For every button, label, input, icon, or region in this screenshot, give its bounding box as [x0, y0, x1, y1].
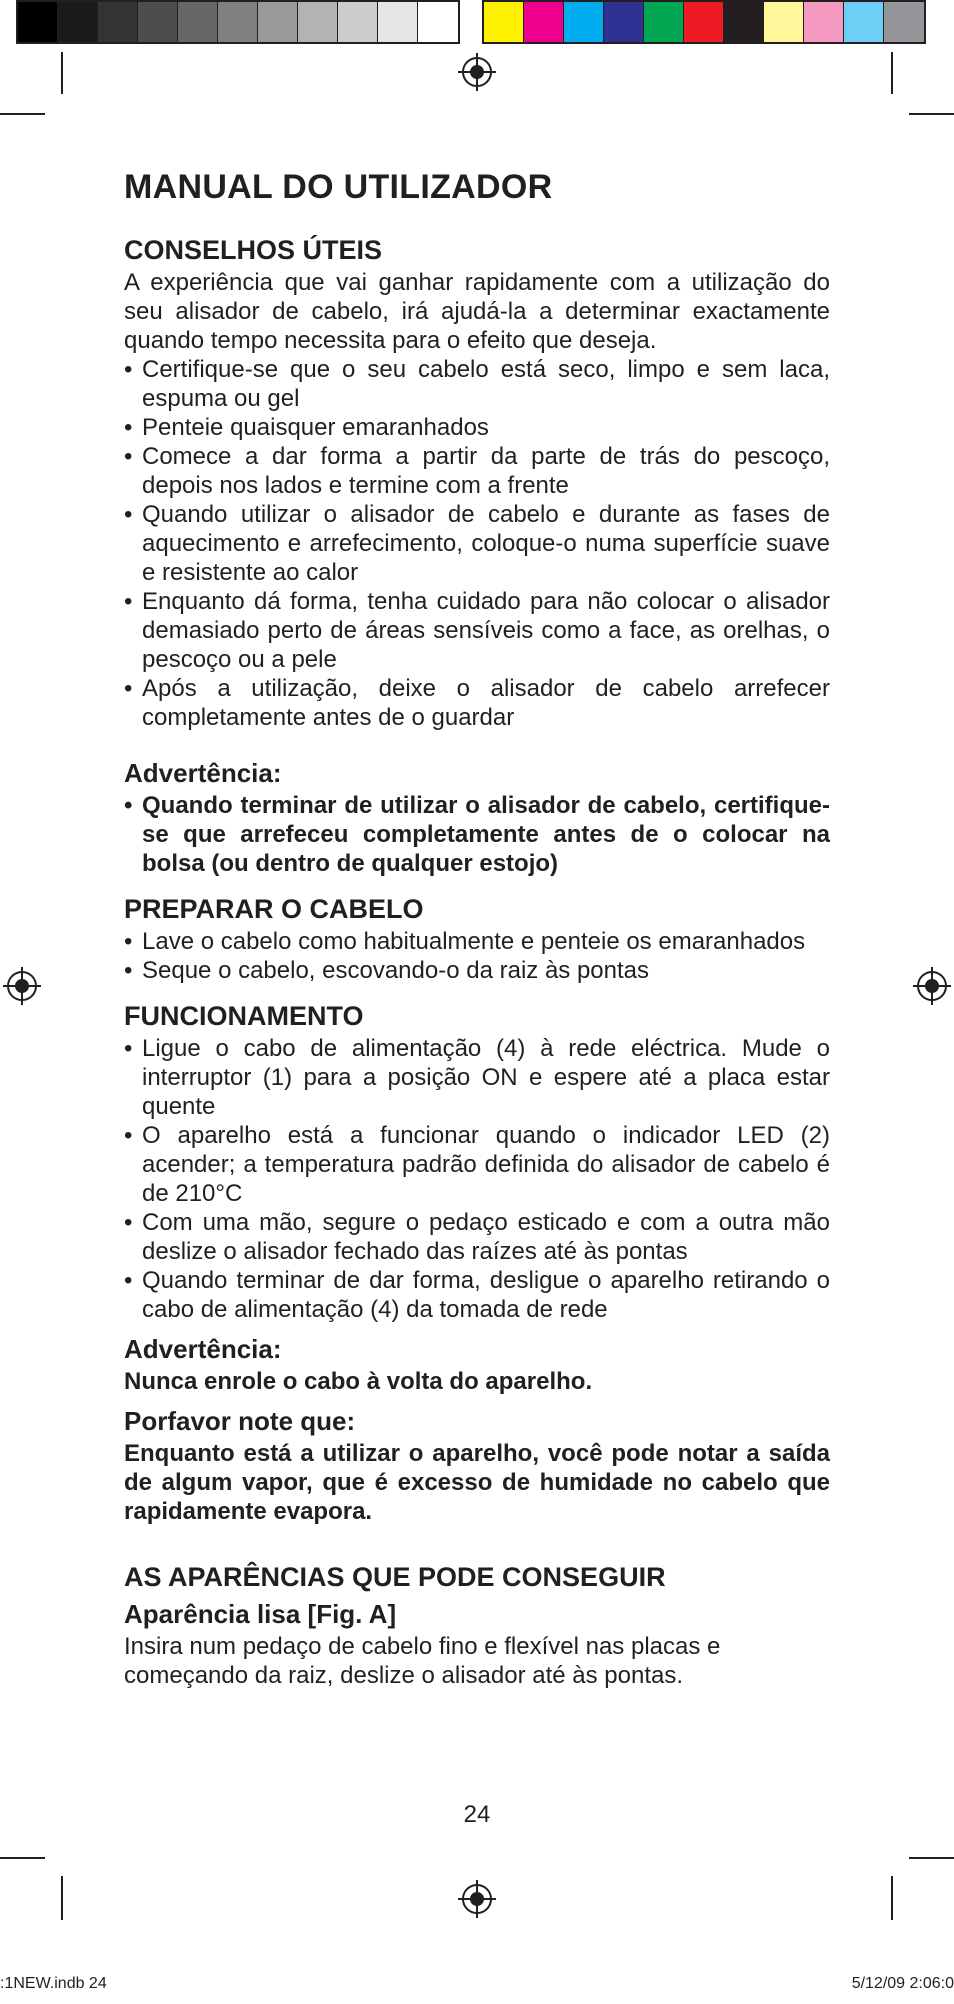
section-heading: PREPARAR O CABELO — [124, 894, 424, 924]
section-useful-tips — [124, 235, 830, 732]
color-swatch — [18, 2, 58, 42]
section-operation — [124, 1001, 830, 1324]
color-swatch — [524, 2, 564, 42]
prepare-list — [124, 927, 830, 985]
subsection-heading: Aparência lisa [Fig. A] — [124, 1599, 397, 1629]
list-item: • Quando utilizar o alisador de cabelo e durante as fases de aquecimento e arrefecimento, coloque-o numa superfície suave e resistente ao calor — [124, 500, 830, 587]
color-swatch — [644, 2, 684, 42]
list-item: • O aparelho está a funcionar quando o indicador LED (2) acender; a temperatura padrão definida do alisador de cabelo é de 210°C — [124, 1121, 830, 1208]
color-swatch — [418, 2, 458, 42]
color-swatch — [564, 2, 604, 42]
color-swatch — [724, 2, 764, 42]
crop-mark — [0, 1857, 45, 1859]
registration-mark-icon — [7, 971, 37, 1001]
manual-page-content — [124, 160, 830, 1690]
color-swatch — [138, 2, 178, 42]
note-block — [124, 1406, 830, 1526]
warning-text: Nunca enrole o cabo à volta do aparelho. — [124, 1368, 593, 1395]
note-text: Enquanto está a utilizar o aparelho, você pode notar a saída de algum vapor, que é excesso de humidade no cabelo que rapidamente evapora. — [124, 1440, 830, 1525]
slug-timestamp: 5/12/09 2:06:0 — [851, 1975, 954, 1992]
color-swatch — [378, 2, 418, 42]
section-heading: AS APARÊNCIAS QUE PODE CONSEGUIR — [124, 1562, 666, 1592]
color-swatch — [218, 2, 258, 42]
color-swatch — [338, 2, 378, 42]
slug-filename: :1NEW.indb 24 — [0, 1975, 107, 1992]
subsection-text: Insira num pedaço de cabelo fino e flexível nas placas e começando da raiz, deslize o alisador até às pontas. — [124, 1633, 721, 1689]
list-item: • Após a utilização, deixe o alisador de cabelo arrefecer completamente antes de o guardar — [124, 674, 830, 732]
section-heading: FUNCIONAMENTO — [124, 1001, 364, 1031]
crop-mark — [909, 113, 954, 115]
color-swatch — [98, 2, 138, 42]
page-number: 24 — [463, 1801, 491, 1828]
warning-heading: Advertência: — [124, 1334, 282, 1364]
crop-mark — [891, 1876, 893, 1920]
list-item: • Seque o cabelo, escovando-o da raiz às pontas — [124, 956, 830, 985]
color-swatch — [804, 2, 844, 42]
list-item: • Enquanto dá forma, tenha cuidado para não colocar o alisador demasiado perto de áreas sensíveis como a face, as orelhas, o pescoço ou a pele — [124, 587, 830, 674]
warning-block — [124, 758, 830, 878]
color-swatch — [178, 2, 218, 42]
list-item: • Lave o cabelo como habitualmente e penteie os emaranhados — [124, 927, 830, 956]
color-swatch — [258, 2, 298, 42]
crop-mark — [0, 113, 45, 115]
page-title: MANUAL DO UTILIZADOR — [124, 168, 553, 206]
section-prepare-hair — [124, 894, 830, 985]
list-item: • Quando terminar de utilizar o alisador de cabelo, certifique-se que arrefeceu completamente antes de o colocar na bolsa (ou dentro de qualquer estojo) — [124, 791, 830, 878]
color-swatch — [684, 2, 724, 42]
crop-mark — [61, 1876, 63, 1920]
color-swatch — [58, 2, 98, 42]
process-color-bar — [482, 0, 926, 44]
list-item: • Ligue o cabo de alimentação (4) à rede eléctrica. Mude o interruptor (1) para a posição ON e espere até a placa estar quente — [124, 1034, 830, 1121]
color-swatch — [484, 2, 524, 42]
registration-mark-icon — [917, 971, 947, 1001]
warning-block — [124, 1334, 830, 1396]
section-looks — [124, 1562, 830, 1690]
list-item: • Penteie quaisquer emaranhados — [124, 413, 830, 442]
crop-mark — [909, 1857, 954, 1859]
list-item: • Quando terminar de dar forma, desligue o aparelho retirando o cabo de alimentação (4) da tomada de rede — [124, 1266, 830, 1324]
section-heading: CONSELHOS ÚTEIS — [124, 235, 383, 265]
color-swatch — [844, 2, 884, 42]
grayscale-color-bar — [16, 0, 460, 44]
crop-mark — [891, 52, 893, 94]
list-item: • Certifique-se que o seu cabelo está seco, limpo e sem laca, espuma ou gel — [124, 355, 830, 413]
crop-mark — [61, 52, 63, 94]
warning-list — [124, 791, 830, 878]
operation-list — [124, 1034, 830, 1324]
color-swatch — [604, 2, 644, 42]
tips-list — [124, 355, 830, 732]
registration-mark-icon — [462, 1884, 492, 1914]
color-swatch — [298, 2, 338, 42]
note-heading: Porfavor note que: — [124, 1406, 356, 1436]
list-item: • Comece a dar forma a partir da parte de trás do pescoço, depois nos lados e termine com a frente — [124, 442, 830, 500]
list-item: • Com uma mão, segure o pedaço esticado e com a outra mão deslize o alisador fechado das raízes até às pontas — [124, 1208, 830, 1266]
intro-paragraph: A experiência que vai ganhar rapidamente com a utilização do seu alisador de cabelo, irá ajudá-la a determinar exactamente quando tempo necessita para o efeito que deseja. — [124, 269, 830, 354]
color-swatch — [884, 2, 924, 42]
registration-mark-icon — [462, 57, 492, 87]
color-swatch — [764, 2, 804, 42]
warning-heading: Advertência: — [124, 758, 282, 788]
